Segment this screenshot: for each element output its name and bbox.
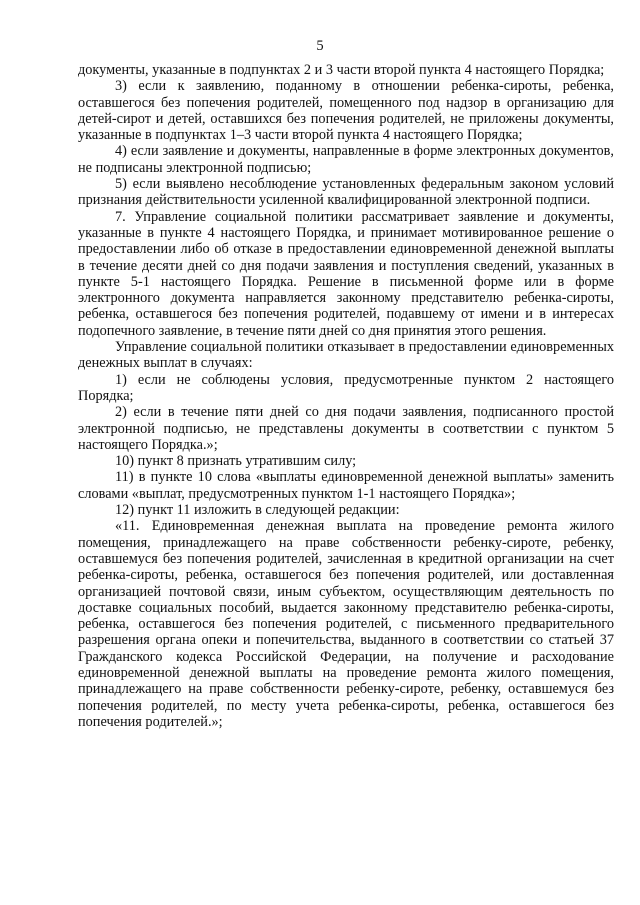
page-number: 5 [316,38,324,54]
document-body [78,62,614,730]
paragraph-refusal-2: 2) если в течение пяти дней со дня подачи заявления, подписанного простой электронной подписью, не представлены документы в соответствии с пунктом 5 настоящего Порядка.»; [78,404,614,453]
paragraph-continuation: документы, указанные в подпунктах 2 и 3 части второй пункта 4 настоящего Порядка; [78,62,605,78]
paragraph-refusal-cases: Управление социальной политики отказывает в предоставлении единовременных денежных выплат в случаях: [78,339,614,372]
paragraph-item-11: «11. Единовременная денежная выплата на проведение ремонта жилого помещения, принадлежащего на праве собственности ребенку-сироте, ребенку, оставшемуся без попечения родителей, зачисленная в кредитной организации на счет ребенка-сироты, ребенка, оставшегося без попечения родителей, или доставленная организацией почтовой связи, иным субъектом, осуществляющим деятельность по доставке социальных пособий, выдается законному представителю ребенка-сироты, ребенка, оставшегося без попечения родителей, с письменного предварительного разрешения органа опеки и попечительства, выданного в соответствии со статьей 37 Гражданского кодекса Российской Федерации, на получение и расходование единовременной денежной выплаты на проведение ремонта жилого помещения, принадлежащего на праве собственности ребенку-сироте, ребенку, оставшемуся без попечения родителей, по месту учета ребенка-сироты, ребенка, оставшегося без попечения родителей.»; [78,518,614,730]
paragraph-amendment-10: 10) пункт 8 признать утратившим силу; [115,453,357,470]
paragraph-refusal-1: 1) если не соблюдены условия, предусмотренные пунктом 2 настоящего Порядка; [78,371,614,404]
paragraph-subitem-4: 4) если заявление и документы, направленные в форме электронных документов, не подписаны электронной подписью; [78,143,614,176]
paragraph-amendment-11: 11) в пункте 10 слова «выплаты единовременной денежной выплаты» заменить словами «выплат, предусмотренных пунктом 1-1 настоящего Порядка»; [78,469,614,502]
paragraph-amendment-12: 12) пункт 11 изложить в следующей редакции: [115,502,400,519]
paragraph-item-7: 7. Управление социальной политики рассматривает заявление и документы, указанные в пункте 4 настоящего Порядка, и принимает мотивированное решение о предоставлении либо об отказе в предоставлении единовременной денежной выплаты в течение десяти дней со дня подачи заявления и поступления сведений, указанных в пункте 5-1 настоящего Порядка. Решение в письменной форме или в форме электронного документа направляется законному представителю ребенка-сироты, ребенка, оставшегося без попечения родителей, подавшему от имени и в интересах подопечного заявление, в течение пяти дней со дня принятия этого решения. [78,208,614,339]
paragraph-subitem-5: 5) если выявлено несоблюдение установленных федеральным законом условий признания действительности усиленной квалифицированной электронной подписи. [78,176,614,209]
paragraph-subitem-3: 3) если к заявлению, поданному в отношении ребенка-сироты, ребенка, оставшегося без попечения родителей, помещенного под надзор в организацию для детей-сирот и детей, оставшихся без попечения родителей, не приложены документы, указанные в подпунктах 1–3 части второй пункта 4 настоящего Порядка; [78,78,614,144]
